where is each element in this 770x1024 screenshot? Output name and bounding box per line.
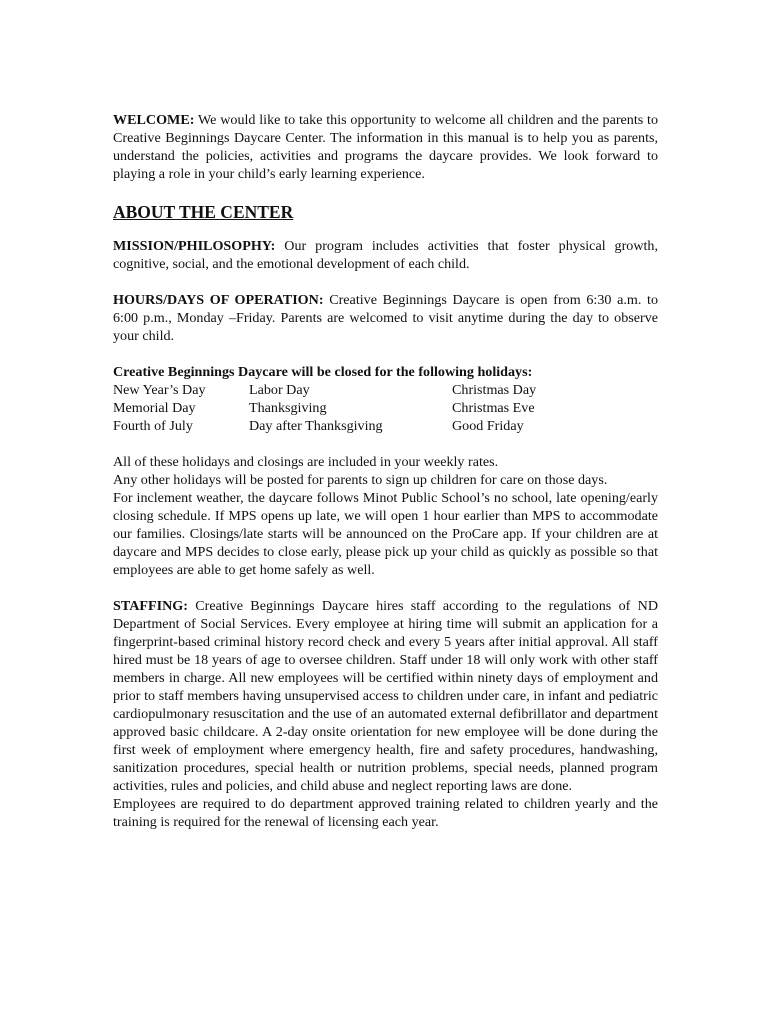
document-page [113, 111, 658, 831]
mission-label: MISSION/PHILOSOPHY: [113, 238, 276, 254]
hours-paragraph [113, 291, 658, 345]
table-row [113, 381, 658, 399]
table-row [113, 399, 658, 417]
mission-paragraph [113, 237, 658, 273]
mission-text: Our program includes activities that foster physical growth, cognitive, social, and the emotional development of each child. [113, 238, 658, 272]
holiday-cell: Thanksgiving [249, 400, 327, 416]
training-paragraph: Employees are required to do department approved training related to children yearly and the training is required for the renewal of licensing each year. [113, 796, 658, 830]
closings-line-1: All of these holidays and closings are included in your weekly rates. [113, 454, 499, 470]
holiday-cell: Christmas Day [452, 382, 537, 398]
welcome-label: WELCOME: [113, 112, 195, 128]
hours-label: HOURS/DAYS OF OPERATION: [113, 292, 324, 308]
holiday-cell: Labor Day [249, 382, 310, 398]
welcome-paragraph [113, 111, 658, 183]
holidays-heading: Creative Beginnings Daycare will be closed for the following holidays: [113, 364, 533, 380]
closings-weather-paragraph: For inclement weather, the daycare follows Minot Public School’s no school, late opening/early closing schedule. If MPS opens up late, we will open 1 hour earlier than MPS to accommodate our families. Closings/late starts will be announced on the ProCare app. If your children are at daycare and MPS decides to close early, please pick up your child as quickly as possible so that employees are able to get home safely as well. [113, 490, 658, 578]
holidays-table [113, 381, 658, 435]
welcome-text: We would like to take this opportunity to welcome all children and the parents to Creative Beginnings Daycare Center. The information in this manual is to help you as parents, understand the policies, activities and programs the daycare provides. We look forward to playing a role in your child’s early learning experience. [113, 112, 658, 182]
holiday-cell: New Year’s Day [113, 382, 206, 398]
table-row [113, 417, 658, 435]
closings-line-2: Any other holidays will be posted for parents to sign up children for care on those days. [113, 472, 608, 488]
hours-text: Creative Beginnings Daycare is open from 6:30 a.m. to 6:00 p.m., Monday –Friday. Parents are welcomed to visit anytime during the day to observe your child. [113, 292, 658, 344]
about-heading: ABOUT THE CENTER [113, 202, 294, 222]
holiday-cell: Day after Thanksgiving [249, 418, 383, 434]
holiday-cell: Good Friday [452, 418, 524, 434]
staffing-label: STAFFING: [113, 598, 188, 614]
holiday-cell: Fourth of July [113, 418, 193, 434]
closings-block [113, 453, 658, 579]
holiday-cell: Memorial Day [113, 400, 196, 416]
staffing-text: Creative Beginnings Daycare hires staff according to the regulations of ND Department of Social Services. Every employee at hiring time will submit an application for a fingerprint-based criminal history record check and every 5 years after initial approval. All staff hired must be 18 years of age to oversee children. Staff under 18 will only work with other staff members in charge. All new employees will be certified within ninety days of employment and prior to staff members having unsupervised access to children under care, in infant and pediatric cardiopulmonary resuscitation and the use of an automated external defibrillator and department approved basic childcare. A 2-day onsite orientation for new employee will be done during the first week of employment where emergency health, fire and safety procedures, handwashing, sanitization procedures, special health or nutrition problems, special needs, planned program activities, rules and policies, and child abuse and neglect reporting laws are done. [113, 598, 658, 794]
staffing-paragraph [113, 597, 658, 795]
holiday-cell: Christmas Eve [452, 400, 535, 416]
